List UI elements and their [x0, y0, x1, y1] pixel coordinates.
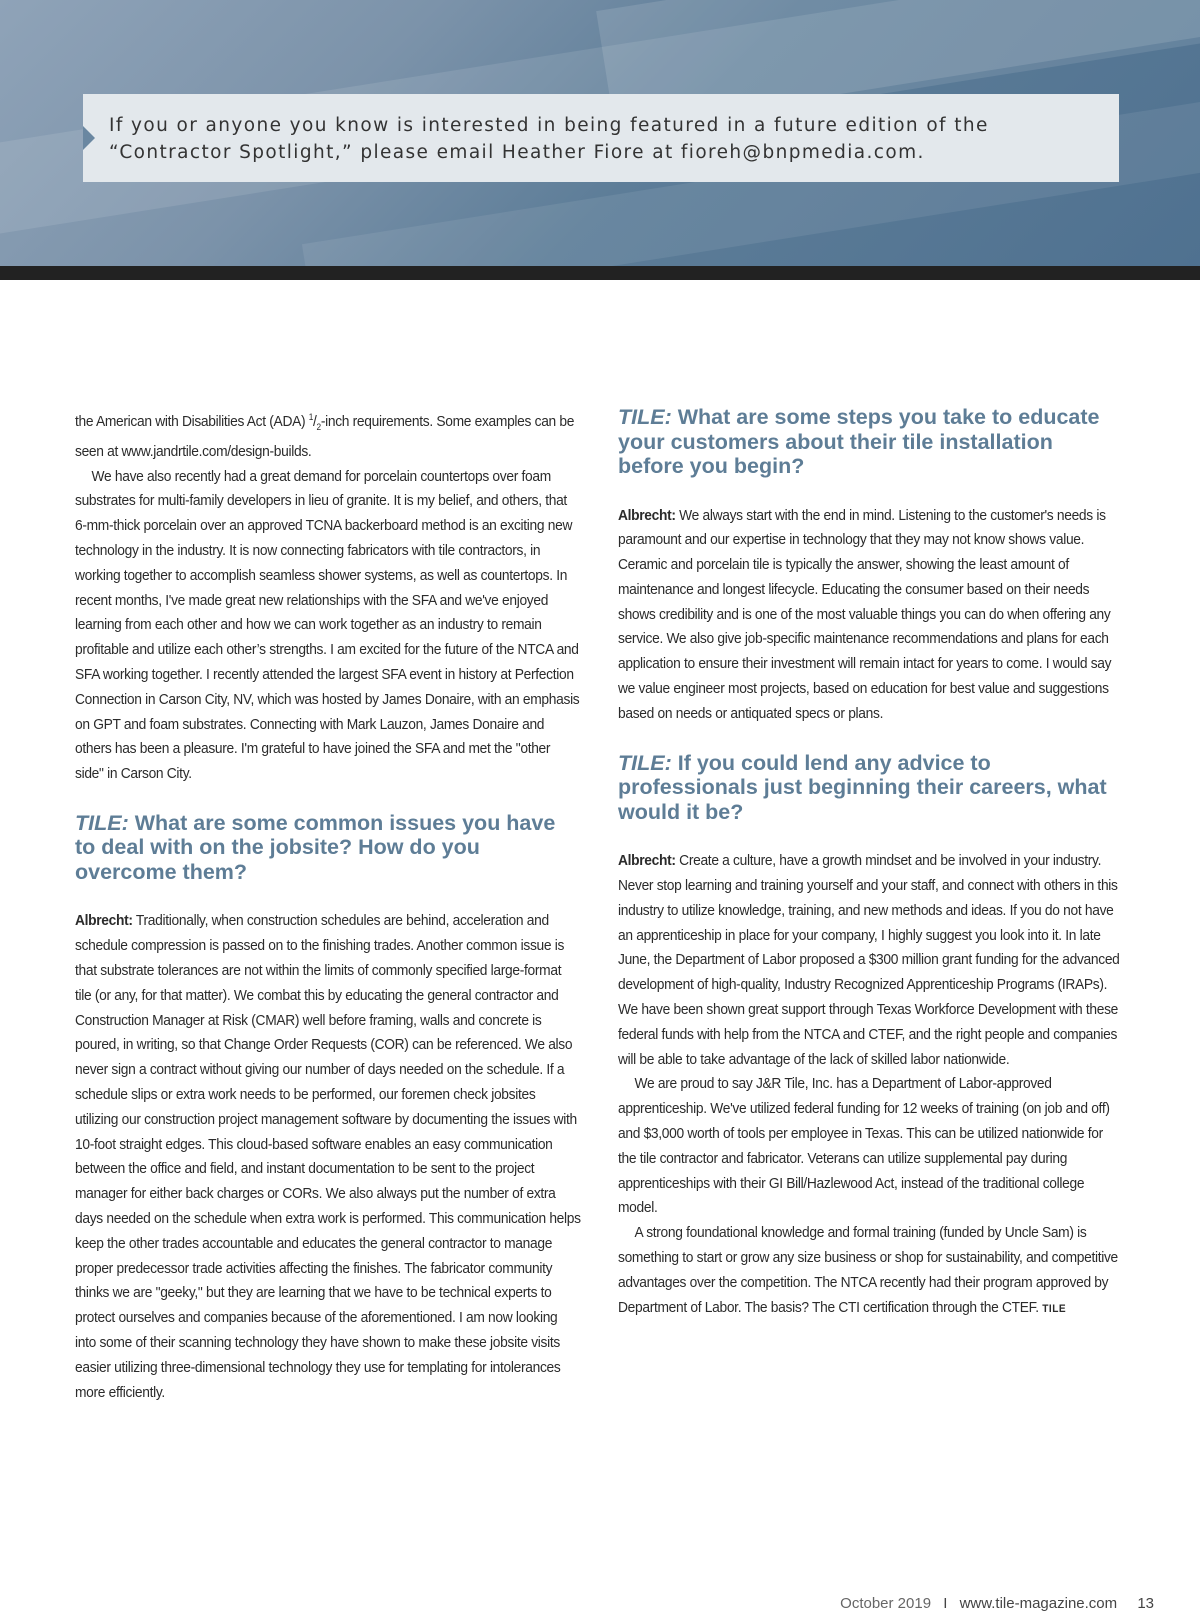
answer-jobsite-issues: Albrecht: Traditionally, when construction schedules are behind, acceleration and schedule compression is passed on to the finishing trades. Another common issue is that substrate tolerances are not within the limits of commonly specified large-format tile (or any, for that matter). We combat this by educating the general contractor and Construction Manager at Risk (CMAR) well before framing, walls and concrete is poured, in writing, so that Change Order Requests (COR) can be referenced. We also never sign a contract without giving our number of days needed on the schedule. If a schedule slips or extra work needs to be performed, our foremen check jobsites utilizing our construction project management software by documenting the issues with 10-foot straight edges. This cloud-based software enables an easy communication between the office and field, and instant documentation to be sent to the project manager for either back charges or CORs. We also always put the number of extra days needed on the schedule when extra work is performed. This communication helps keep the other trades accountable and educates the general contractor to manage proper predecessor trade activities affecting the finishes. The fabricator community thinks we are "geeky," but they are learning that we have to be technical experts to protect ourselves and companies because of the aforementioned. I am now looking into some of their scanning technology they have shown to make these jobsite visits easier utilizing three-dimensional technology they use for templating for intolerances more efficiently. — [75, 912, 581, 1401]
answer-career-advice: Albrecht: Create a culture, have a growth mindset and be involved in your industry. Never stop learning and training yourself and your staff, and connect with others in this industry to utilize knowledge, training, and new methods and ideas. If you do not have an apprenticeship in place for your company, I highly suggest you look into it. In late June, the Department of Labor proposed a $300 million grant funding for the advanced development of high-quality, Industry Recognized Apprenticeship Programs (IRAPs). We have been shown great support through Texas Workforce Development with these federal funds with help from the NTCA and CTEF, and the right people and companies will be able to take advantage of the lack of skilled labor nationwide. — [618, 852, 1120, 1068]
header-divider — [0, 266, 1200, 280]
header-banner — [0, 0, 1200, 266]
right-column — [618, 405, 1124, 1321]
callout-line-1: If you or anyone you know is interested in being featured in a future edition of the — [109, 115, 989, 136]
paragraph-foundational: A strong foundational knowledge and formal training (funded by Uncle Sam) is something to start or grow any size business or shop for sustainability, and competitive advantages over the competition. The NTCA recently had their program approved by Department of Labor. The basis? The CTI certification through the CTEF. TILE — [618, 1224, 1118, 1316]
page-footer — [840, 1595, 1154, 1612]
question-career-advice: TILE: If you could lend any advice to professionals just beginning their careers, what would it be? — [618, 750, 1107, 824]
callout-arrow-icon — [83, 126, 95, 150]
answer-educate-customers: Albrecht: We always start with the end in mind. Listening to the customer's needs is paramount and our expertise in technology that they may not know shows value. Ceramic and porcelain tile is typically the answer, showing the least amount of maintenance and longest lifecycle. Educating the consumer based on their needs shows credibility and is one of the most valuable things you can do when offering any service. We also give job-specific maintenance recommendations and plans for each application to ensure their investment will remain intact for years to come. I would say we value engineer most projects, based on education for best value and suggestions based on needs or antiquated specs or plans. — [618, 506, 1112, 722]
left-column — [75, 405, 581, 1405]
end-mark: TILE — [1042, 1302, 1067, 1315]
paragraph-ada: the American with Disabilities Act (ADA) $^1/_2$-inch requirements. Some examples can be seen at www.jandrtile.com/design-builds. — [75, 412, 575, 460]
question-educate-customers: TILE: What are some steps you take to educate your customers about their tile installation before you begin? — [618, 405, 1100, 478]
question-jobsite-issues: TILE: What are some common issues you have to deal with on the jobsite? How do you overcome them? — [75, 810, 556, 884]
footer-date: October 2019 — [840, 1595, 932, 1612]
callout-line-2: “Contractor Spotlight,” please email Heather Fiore at fioreh@bnpmedia.com. — [109, 142, 925, 163]
spotlight-callout — [83, 94, 1119, 182]
footer-url: www.tile-magazine.com — [959, 1595, 1118, 1612]
paragraph-apprenticeship: We are proud to say J&R Tile, Inc. has a Department of Labor-approved apprenticeship. We've utilized federal funding for 12 weeks of training (on job and off) and $3,000 worth of tools per employee in Texas. This can be utilized nationwide for the tile contractor and fabricator. Veterans can utilize supplemental pay during apprenticeships with their GI Bill/Hazlewood Act, instead of the traditional college model. — [618, 1075, 1110, 1217]
footer-separator: I — [943, 1595, 948, 1612]
paragraph-porcelain: We have also recently had a great demand for porcelain countertops over foam substrates for multi-family developers in lieu of granite. It is my belief, and others, that 6-mm-thick porcelain over an approved TCNA backerboard method is an exciting new technology in the industry. It is now connecting fabricators with tile contractors, in working together to accomplish seamless shower systems, as well as countertops. In recent months, I've made great new relationships with the SFA and we've enjoyed learning from each other and how we can work together as an industry to remain profitable and utilize each other’s strengths. I am excited for the future of the NTCA and SFA working together. I recently attended the largest SFA event in history at Perfection Connection in Carson City, NV, which was hosted by James Donaire, with an emphasis on GPT and foam substrates. Connecting with Mark Lauzon, James Donaire and others has been a pleasure. I'm grateful to have joined the SFA and met the "other side" in Carson City. — [75, 467, 580, 783]
page-number: 13 — [1137, 1595, 1154, 1612]
